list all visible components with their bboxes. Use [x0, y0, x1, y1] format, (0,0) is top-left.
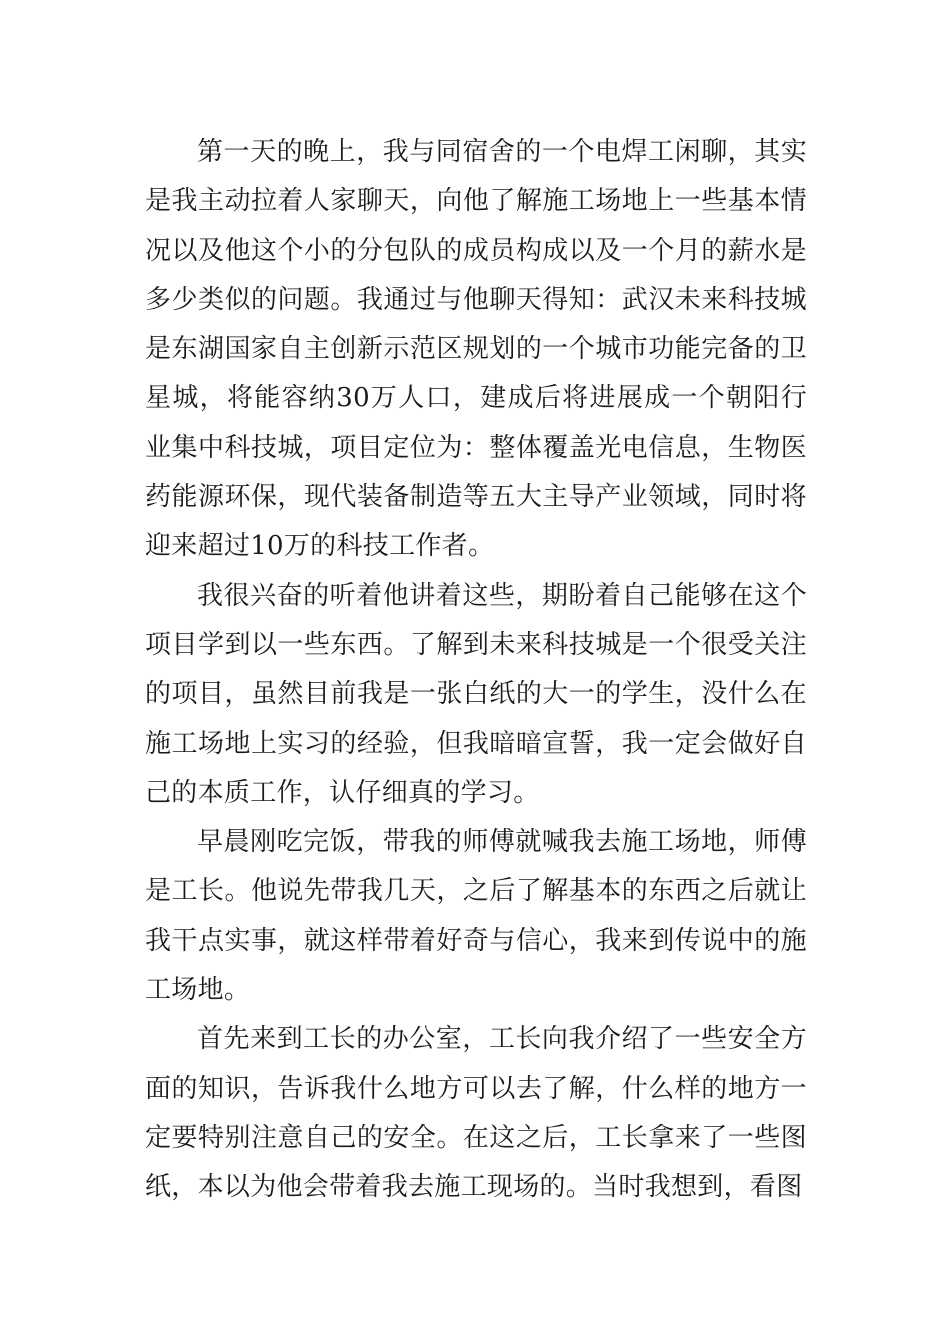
- paragraph-1: 第一天的晚上，我与同宿舍的一个电焊工闲聊，其实是我主动拉着人家聊天，向他了解施工场地上一些基本情况以及他这个小的分包队的成员构成以及一个月的薪水是多少类似的问题。我通过与他聊天得知：武汉未来科技城是东湖国家自主创新示范区规划的一个城市功能完备的卫星城，将能容纳30万人口，建成后将进展成一个朝阳行业集中科技城，项目定位为：整体覆盖光电信息，生物医药能源环保，现代装备制造等五大主导产业领域，同时将迎来超过10万的科技工作者。: [145, 137, 807, 562]
- paragraph-4: 首先来到工长的办公室，工长向我介绍了一些安全方面的知识，告诉我什么地方可以去了解，什么样的地方一定要特别注意自己的安全。在这之后，工长拿来了一些图纸，本以为他会带着我去施工现场的。当时我想到，看图: [145, 1024, 807, 1203]
- document-body: [145, 128, 807, 1213]
- paragraph-2: 我很兴奋的听着他讲着这些，期盼着自己能够在这个项目学到以一些东西。了解到未来科技城是一个很受关注的项目，虽然目前我是一张白纸的大一的学生，没什么在施工场地上实习的经验，但我暗暗宣誓，我一定会做好自己的本质工作，认仔细真的学习。: [145, 580, 807, 808]
- paragraph-3: 早晨刚吃完饭，带我的师傅就喊我去施工场地，师傅是工长。他说先带我几天，之后了解基本的东西之后就让我干点实事，就这样带着好奇与信心，我来到传说中的施工场地。: [145, 827, 807, 1006]
